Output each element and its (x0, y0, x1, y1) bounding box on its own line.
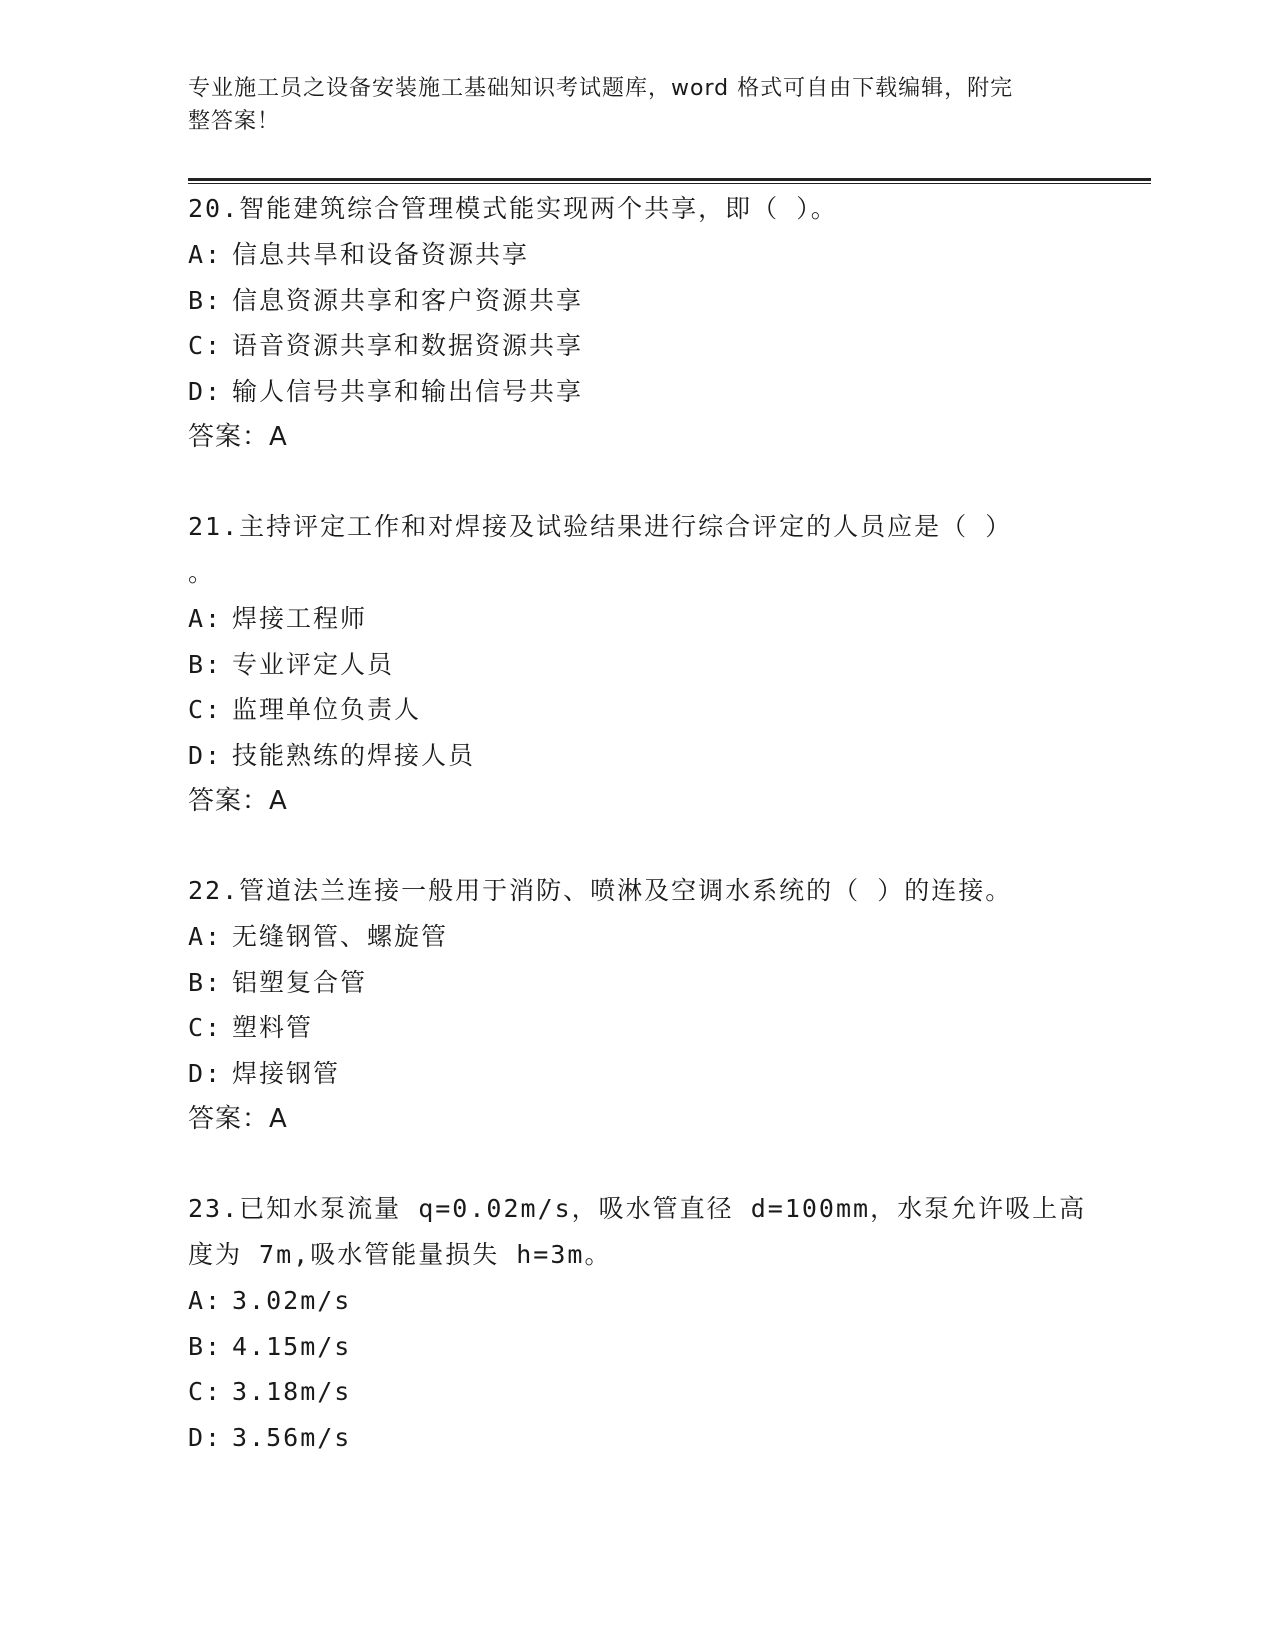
option-label: D: (188, 740, 223, 770)
option-a (188, 232, 1088, 278)
option-text: 3.18m/s (232, 1377, 352, 1406)
option-text: 焊接工程师 (232, 604, 368, 633)
option-label: A: (188, 1286, 223, 1315)
option-label: D: (188, 1058, 223, 1088)
option-a (188, 914, 1088, 960)
question-stem: 20.智能建筑综合管理模式能实现两个共享，即（ ）。 (188, 194, 838, 223)
option-b (188, 278, 1088, 324)
header-divider-thick (188, 178, 1151, 181)
option-label: C: (188, 331, 223, 360)
option-b (188, 1324, 1088, 1370)
option-d (188, 1051, 1088, 1097)
option-d (188, 1415, 1088, 1461)
question-item (188, 186, 1088, 460)
option-text: 3.56m/s (232, 1422, 352, 1452)
question-stem-continued: 。 (188, 558, 216, 587)
option-text: 铝塑复合管 (232, 967, 368, 997)
option-a (188, 596, 1088, 642)
question-item (188, 504, 1088, 824)
option-text: 语音资源共享和数据资源共享 (232, 331, 584, 360)
header-line-2: 整答案！ (188, 109, 281, 134)
option-label: C: (188, 1377, 223, 1406)
option-text: 技能熟练的焊接人员 (232, 740, 476, 770)
header-line-1: 专业施工员之设备安装施工基础知识考试题库，word 格式可自由下载编辑，附完 (188, 76, 1014, 101)
option-label: B: (188, 967, 223, 997)
option-text: 4.15m/s (232, 1331, 352, 1361)
question-stem: 21.主持评定工作和对焊接及试验结果进行综合评定的人员应是（ ） (188, 512, 1013, 541)
option-label: B: (188, 285, 223, 315)
option-label: A: (188, 604, 223, 633)
option-text: 信息共旱和设备资源共享 (232, 240, 530, 269)
header-divider-thin (188, 183, 1151, 184)
option-text: 专业评定人员 (232, 649, 395, 679)
option-text: 3.02m/s (232, 1286, 352, 1315)
option-label: C: (188, 695, 223, 724)
option-a (188, 1278, 1088, 1324)
answer-line: 答案：A (188, 1104, 288, 1134)
option-label: C: (188, 1013, 223, 1042)
option-c (188, 687, 1088, 733)
option-label: B: (188, 1331, 223, 1361)
option-text: 输人信号共享和输出信号共享 (232, 376, 584, 406)
option-text: 信息资源共享和客户资源共享 (232, 285, 584, 315)
option-text: 焊接钢管 (232, 1058, 341, 1088)
option-label: B: (188, 649, 223, 679)
answer-line: 答案：A (188, 786, 288, 816)
option-label: A: (188, 240, 223, 269)
option-text: 塑料管 (232, 1013, 314, 1042)
option-label: A: (188, 922, 223, 951)
option-b (188, 960, 1088, 1006)
option-label: D: (188, 376, 223, 406)
option-d (188, 369, 1088, 415)
option-c (188, 323, 1088, 369)
option-text: 无缝钢管、螺旋管 (232, 922, 449, 951)
option-label: D: (188, 1422, 223, 1452)
question-item (188, 868, 1088, 1142)
question-stem-continued: 度为 7m,吸水管能量损失 h=3m。 (188, 1240, 612, 1269)
question-item (188, 1186, 1088, 1460)
answer-line: 答案：A (188, 422, 288, 452)
question-list (188, 186, 1088, 1460)
option-text: 监理单位负责人 (232, 695, 422, 724)
option-c (188, 1005, 1088, 1051)
option-d (188, 733, 1088, 779)
question-stem: 23.已知水泵流量 q=0.02m/s，吸水管直径 d=100mm，水泵允许吸上高 (188, 1194, 1087, 1223)
question-stem: 22.管道法兰连接一般用于消防、喷淋及空调水系统的（ ）的连接。 (188, 876, 1013, 905)
option-b (188, 642, 1088, 688)
document-header (188, 72, 1068, 138)
option-c (188, 1369, 1088, 1415)
